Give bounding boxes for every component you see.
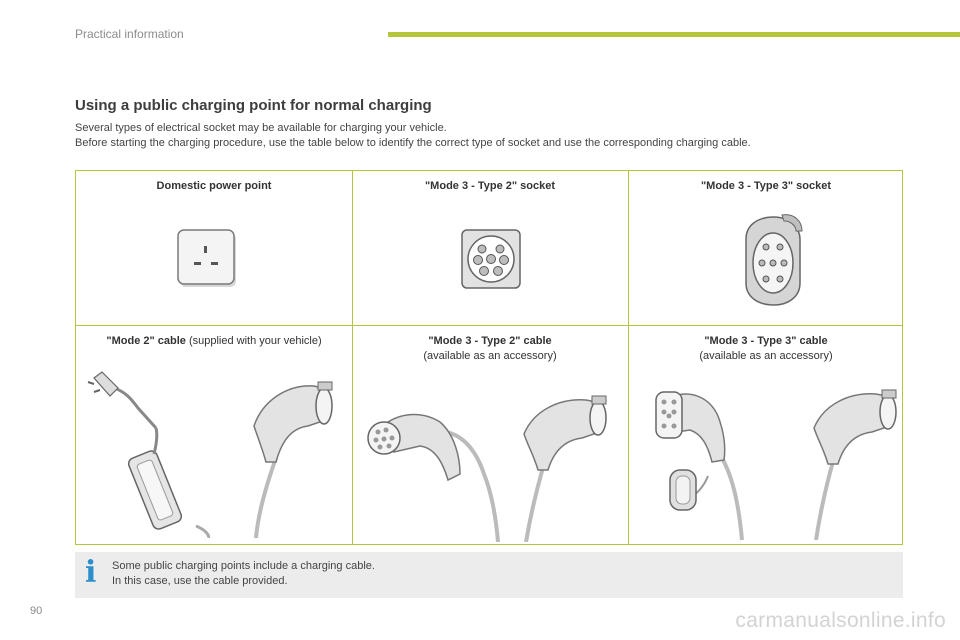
info-icon: i bbox=[85, 555, 97, 590]
cell-type3-socket bbox=[628, 171, 904, 325]
header-accent-bar bbox=[388, 32, 960, 37]
type3-cable-icon bbox=[634, 386, 898, 540]
cell-title: "Mode 3 - Type 3" cable bbox=[704, 335, 828, 347]
cell-type2-socket bbox=[352, 171, 628, 325]
cell-subtitle: (available as an accessory) bbox=[423, 350, 557, 362]
info-line-2: In this case, use the cable provided. bbox=[112, 575, 288, 587]
cell-title: Domestic power point bbox=[156, 180, 272, 192]
cell-title: "Mode 2" cable (supplied with your vehicle) bbox=[106, 335, 322, 347]
cell-title: "Mode 3 - Type 2" socket bbox=[424, 180, 556, 192]
cell-type3-cable bbox=[628, 326, 904, 545]
page-title: Using a public charging point for normal charging bbox=[75, 97, 432, 114]
cell-title: "Mode 3 - Type 3" socket bbox=[700, 180, 832, 192]
mode2-cable-icon bbox=[86, 366, 342, 538]
info-text bbox=[112, 559, 375, 589]
intro-line-1: Several types of electrical socket may be available for charging your vehicle. bbox=[75, 122, 447, 134]
cell-type2-cable bbox=[352, 326, 628, 545]
info-box bbox=[75, 552, 903, 598]
section-label: Practical information bbox=[75, 27, 184, 41]
page-number: 90 bbox=[30, 605, 43, 617]
watermark: carmanualsonline.info bbox=[735, 609, 946, 632]
cell-mode2-cable bbox=[76, 326, 352, 545]
socket-cable-table bbox=[75, 170, 903, 545]
cell-subtitle: (available as an accessory) bbox=[699, 350, 833, 362]
type2-socket-icon bbox=[460, 228, 522, 290]
cell-domestic-socket bbox=[76, 171, 352, 325]
type3-socket-icon bbox=[740, 211, 804, 307]
cell-title: "Mode 3 - Type 2" cable bbox=[428, 335, 552, 347]
domestic-socket-icon bbox=[177, 229, 239, 289]
type2-cable-icon bbox=[364, 394, 620, 542]
intro-line-2: Before starting the charging procedure, use the table below to identify the correct type of socket and use the corresponding charging cable. bbox=[75, 137, 751, 149]
info-line-1: Some public charging points include a charging cable. bbox=[112, 560, 375, 572]
intro-text bbox=[75, 121, 895, 151]
